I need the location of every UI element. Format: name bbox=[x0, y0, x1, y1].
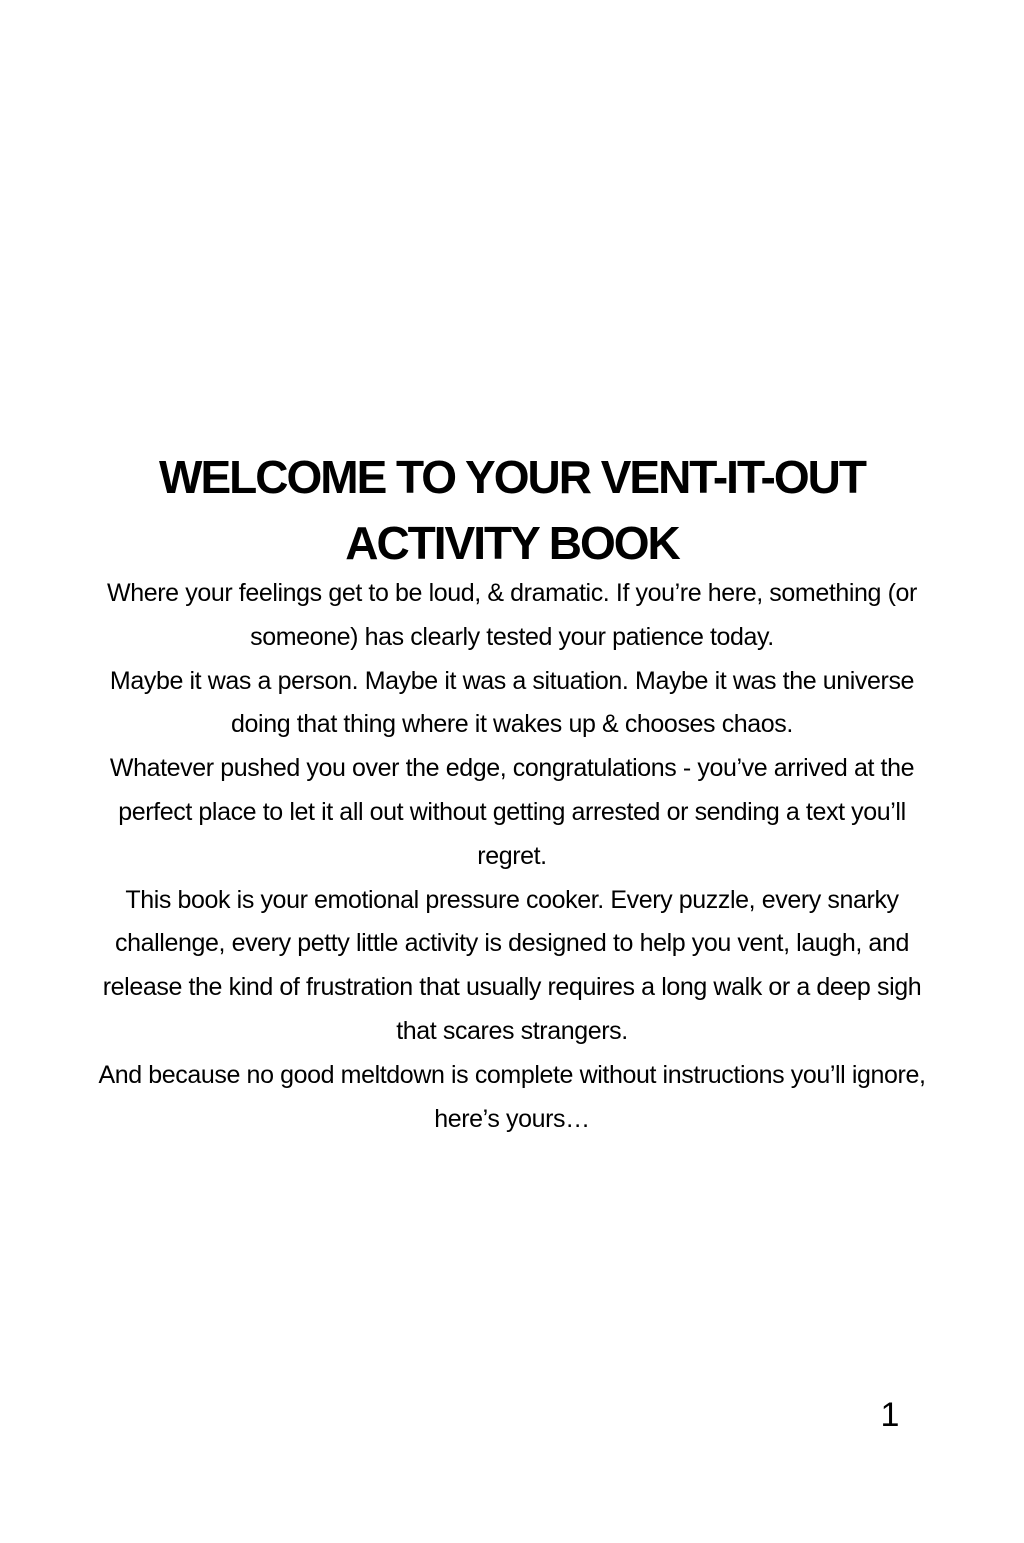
paragraph-whatever: Whatever pushed you over the edge, congratulations - you’ve arrived at the perfect place to let it all out without getting arrested or sending a text you’ll regret. bbox=[109, 754, 915, 870]
paragraph-maybe: Maybe it was a person. Maybe it was a situation. Maybe it was the universe doing that thing where it wakes up & chooses chaos. bbox=[109, 666, 915, 739]
body-text bbox=[90, 572, 934, 1141]
page-title-line-2: ACTIVITY BOOK bbox=[345, 517, 679, 569]
page-number: 1 bbox=[880, 1396, 900, 1434]
paragraph-pressure-cooker: This book is your emotional pressure cooker. Every puzzle, every snarky challenge, every petty little activity is designed to help you vent, laugh, and release the kind of frustration that usually requires a long walk or a deep sigh that scares strangers. bbox=[102, 885, 922, 1045]
paragraph-intro: Where your feelings get to be loud, & dramatic. If you’re here, something (or someone) has clearly tested your patience today. bbox=[107, 579, 917, 651]
page-title bbox=[96, 444, 928, 576]
page-title-line-1: WELCOME TO YOUR VENT-IT-OUT bbox=[159, 451, 865, 503]
paragraph-instructions: And because no good meltdown is complete without instructions you’ll ignore, here’s yours… bbox=[98, 1060, 926, 1133]
